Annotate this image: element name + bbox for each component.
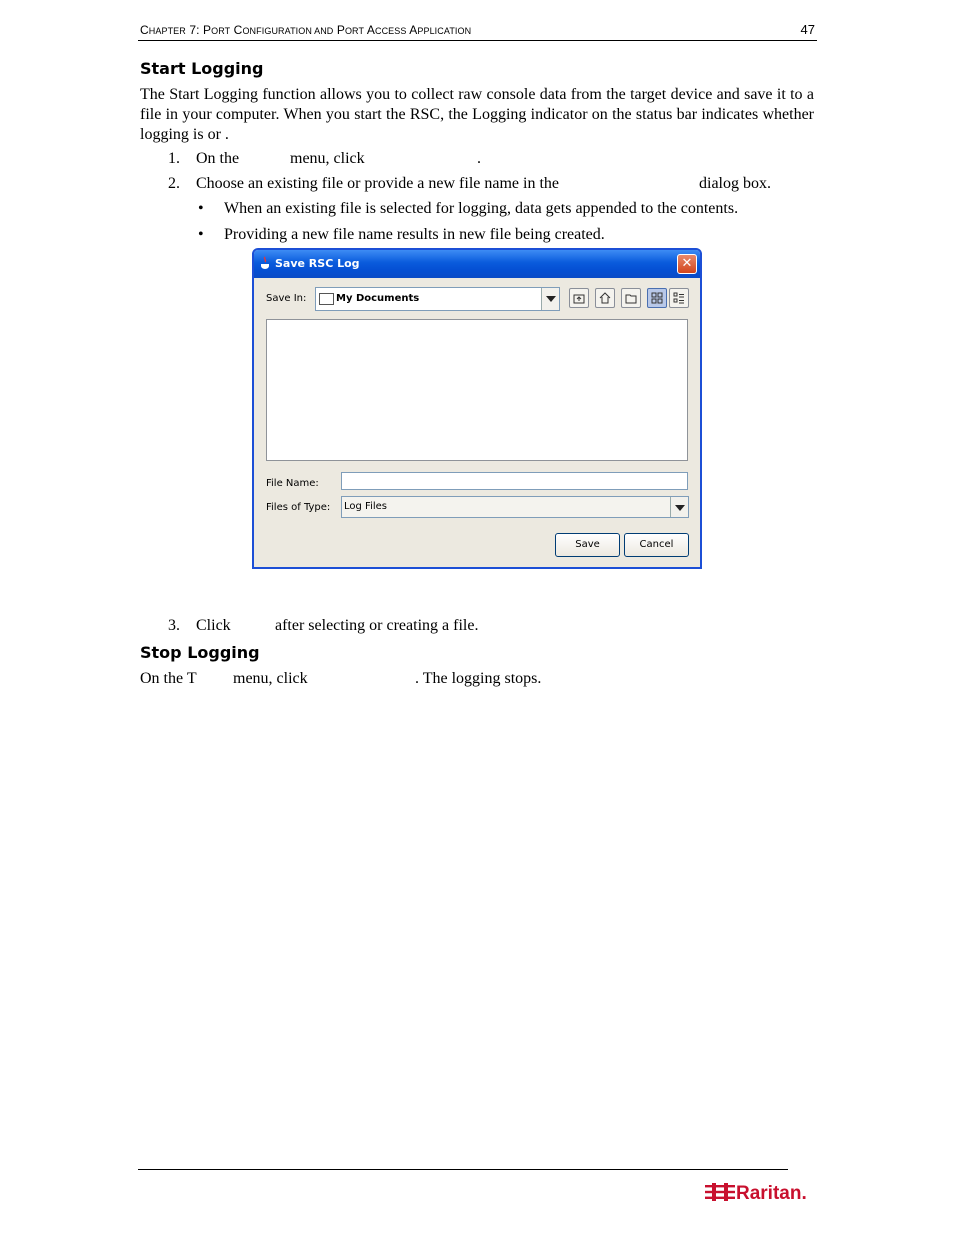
step-3-number: 3. — [168, 617, 180, 634]
save-in-value: My Documents — [336, 293, 420, 304]
file-name-input[interactable] — [341, 472, 688, 490]
files-of-type-dropdown[interactable] — [341, 496, 689, 518]
step-2-text-a: Choose an existing file or provide a new file name in the — [196, 175, 560, 192]
up-folder-icon — [573, 292, 585, 304]
details-view-button[interactable] — [669, 288, 689, 308]
step-1-text-c: . — [477, 150, 481, 167]
save-in-dropdown[interactable] — [315, 287, 560, 311]
home-icon — [599, 292, 611, 304]
files-of-type-label: Files of Type: — [266, 502, 331, 513]
save-button[interactable]: Save — [555, 533, 620, 557]
home-button[interactable] — [595, 288, 615, 308]
step-3-text-b: after selecting or creating a file. — [275, 617, 479, 634]
header-rule — [138, 40, 817, 41]
header-chapter-num: 7: — [189, 23, 200, 37]
header-p2-cap: P — [336, 23, 345, 37]
folder-icon — [319, 293, 334, 305]
java-cup-icon — [259, 256, 271, 270]
running-header — [140, 23, 471, 37]
new-folder-icon — [625, 292, 637, 304]
header-chapter-rest: HAPTER — [148, 26, 186, 36]
step-1-text-a: On the — [196, 150, 240, 167]
bullet-1-dot: • — [198, 200, 204, 217]
header-p2-rest: ORT — [344, 26, 365, 36]
new-folder-button[interactable] — [621, 288, 641, 308]
intro-paragraph: The Start Logging function allows you to collect raw console data from the target device and save it to a file in your computer. When you start the RSC, the Logging indicator on the status bar indicates whether logging is or . — [140, 86, 814, 143]
header-c-cap: C — [233, 23, 243, 37]
files-of-type-value: Log Files — [344, 501, 387, 512]
raritan-logo — [705, 1180, 813, 1209]
bullet-2-text: Providing a new file name results in new file being created. — [224, 226, 605, 243]
file-list-pane[interactable] — [266, 319, 688, 461]
header-a2-rest: PPLICATION — [417, 26, 472, 36]
header-p-cap: P — [202, 23, 212, 37]
up-one-level-button[interactable] — [569, 288, 589, 308]
save-rsc-log-dialog — [252, 248, 702, 569]
step-1-number: 1. — [168, 150, 180, 167]
section-heading-stop-logging: Stop Logging — [140, 643, 260, 662]
cancel-button[interactable]: Cancel — [624, 533, 689, 557]
details-view-icon — [673, 292, 685, 304]
dialog-titlebar[interactable] — [254, 250, 700, 278]
step-1-text-b: menu, click — [290, 150, 365, 167]
step-2-number: 2. — [168, 175, 180, 192]
chevron-down-icon[interactable] — [541, 288, 559, 310]
bullet-2-dot: • — [198, 226, 204, 243]
step-2-text-b: dialog box. — [699, 175, 771, 192]
stop-text-c: . The logging stops. — [415, 670, 542, 687]
header-p-rest: ORT — [211, 26, 231, 36]
chevron-down-icon[interactable] — [670, 497, 688, 517]
close-button[interactable]: ✕ — [677, 254, 697, 274]
page-number: 47 — [800, 22, 815, 37]
list-view-icon — [651, 292, 663, 304]
step-3-text-a: Click — [196, 617, 231, 634]
dialog-title: Save RSC Log — [275, 257, 360, 270]
save-in-label: Save In: — [266, 293, 307, 304]
list-view-button[interactable] — [647, 288, 667, 308]
header-a2-cap: A — [409, 23, 418, 37]
section-heading-start-logging: Start Logging — [140, 59, 264, 78]
bullet-1-text: When an existing file is selected for logging, data gets appended to the contents. — [224, 200, 739, 217]
file-name-label: File Name: — [266, 478, 319, 489]
header-a-cap: A — [366, 23, 375, 37]
header-chapter-cap: C — [140, 23, 149, 37]
svg-text:Raritan.: Raritan. — [736, 1183, 807, 1204]
header-c-rest: ONFIGURATION AND — [242, 26, 334, 36]
raritan-logo-icon — [705, 1180, 813, 1204]
footer-rule — [138, 1169, 788, 1170]
stop-text-b: menu, click — [233, 670, 308, 687]
stop-text-a: On the T — [140, 670, 197, 687]
header-a-rest: CCESS — [374, 26, 407, 36]
